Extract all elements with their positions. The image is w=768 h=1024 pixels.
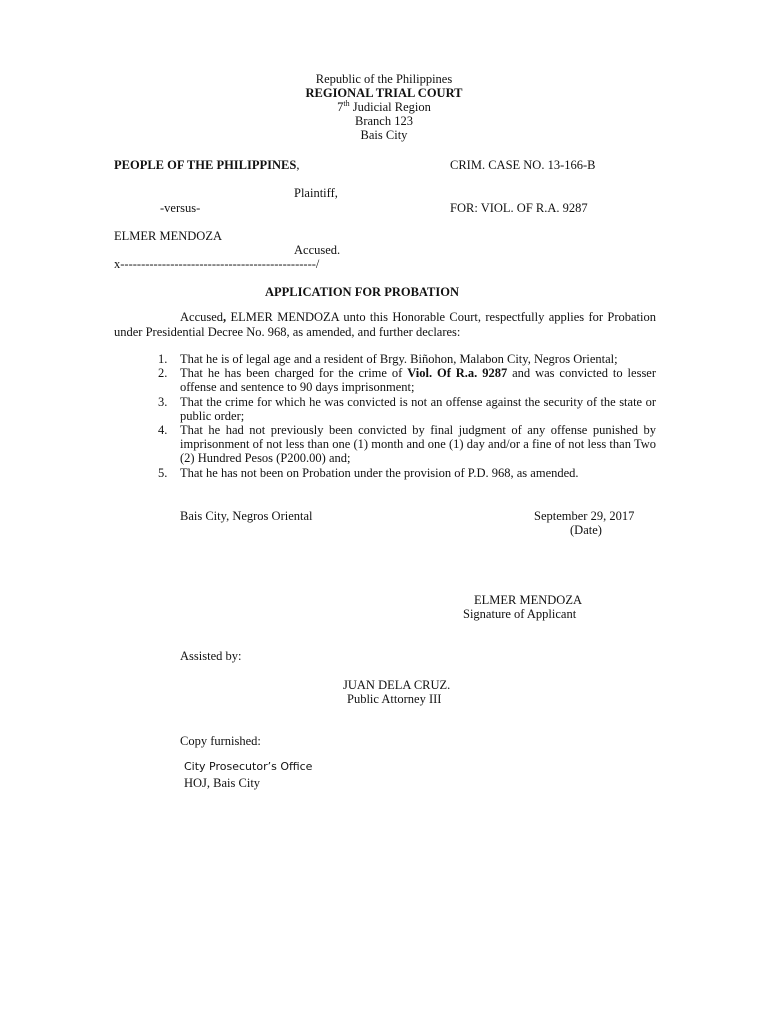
place-line: Bais City, Negros Oriental — [180, 509, 313, 523]
list-item: 4. That he had not previously been convicted by final judgment of any offense punished by imprisonment of not less than one (1) month and one (1) day and/or a fine of not less than Two (2) Hundred Pesos (P200.00) and; — [158, 423, 656, 466]
copy-recipient: City Prosecutor’s Office — [184, 760, 313, 773]
list-item: 3. That the crime for which he was convicted is not an offense against the security of the state or public order; — [158, 394, 656, 423]
document-title: APPLICATION FOR PROBATION — [265, 285, 459, 299]
judicial-region — [0, 100, 768, 114]
assisted-by-label: Assisted by: — [180, 649, 242, 663]
list-item: 1. That he is of legal age and a resident of Brgy. Biñohon, Malabon City, Negros Oriental; — [158, 352, 618, 366]
region-text: Judicial Region — [349, 100, 431, 114]
attorney-name: JUAN DELA CRUZ. — [343, 678, 451, 692]
caption-separator: x-----------------------------------------------/ — [114, 257, 320, 271]
court-name: REGIONAL TRIAL COURT — [305, 86, 463, 100]
city-line: Bais City — [360, 128, 408, 142]
accused-label: Accused. — [294, 243, 341, 257]
plaintiff-label: Plaintiff, — [294, 186, 338, 200]
declarations-list — [158, 352, 656, 480]
date-label: (Date) — [570, 523, 602, 537]
list-item: 5. That he has not been on Probation under the provision of P.D. 968, as amended. — [158, 465, 579, 480]
court-header — [0, 72, 768, 142]
case-number: CRIM. CASE NO. 13-166-B — [450, 158, 596, 172]
branch-line: Branch 123 — [355, 114, 413, 128]
region-number: 7 — [337, 100, 344, 114]
applicant-signature-label: Signature of Applicant — [463, 607, 577, 621]
republic-line: Republic of the Philippines — [315, 72, 453, 86]
date-value: September 29, 2017 — [534, 509, 635, 523]
applicant-name: ELMER MENDOZA — [474, 593, 582, 607]
versus-label: -versus- — [160, 201, 201, 215]
copy-recipient: HOJ, Bais City — [184, 776, 261, 790]
copy-furnished-label: Copy furnished: — [180, 734, 261, 748]
intro-paragraph: Accused, ELMER MENDOZA unto this Honorable Court, respectfully applies for Probation under Presidential Decree No. 968, as amended, and further declares: — [114, 310, 656, 339]
plaintiff-name: PEOPLE OF THE PHILIPPINES, — [114, 158, 300, 172]
attorney-title: Public Attorney III — [347, 692, 442, 706]
list-item: 2. That he has been charged for the crime of Viol. Of R.a. 9287 and was convicted to lesser offense and sentence to 90 days imprisonment; — [158, 366, 657, 395]
accused-name: ELMER MENDOZA — [114, 229, 222, 243]
region-suffix: th — [343, 98, 350, 108]
violation-line: FOR: VIOL. OF R.A. 9287 — [450, 201, 588, 215]
